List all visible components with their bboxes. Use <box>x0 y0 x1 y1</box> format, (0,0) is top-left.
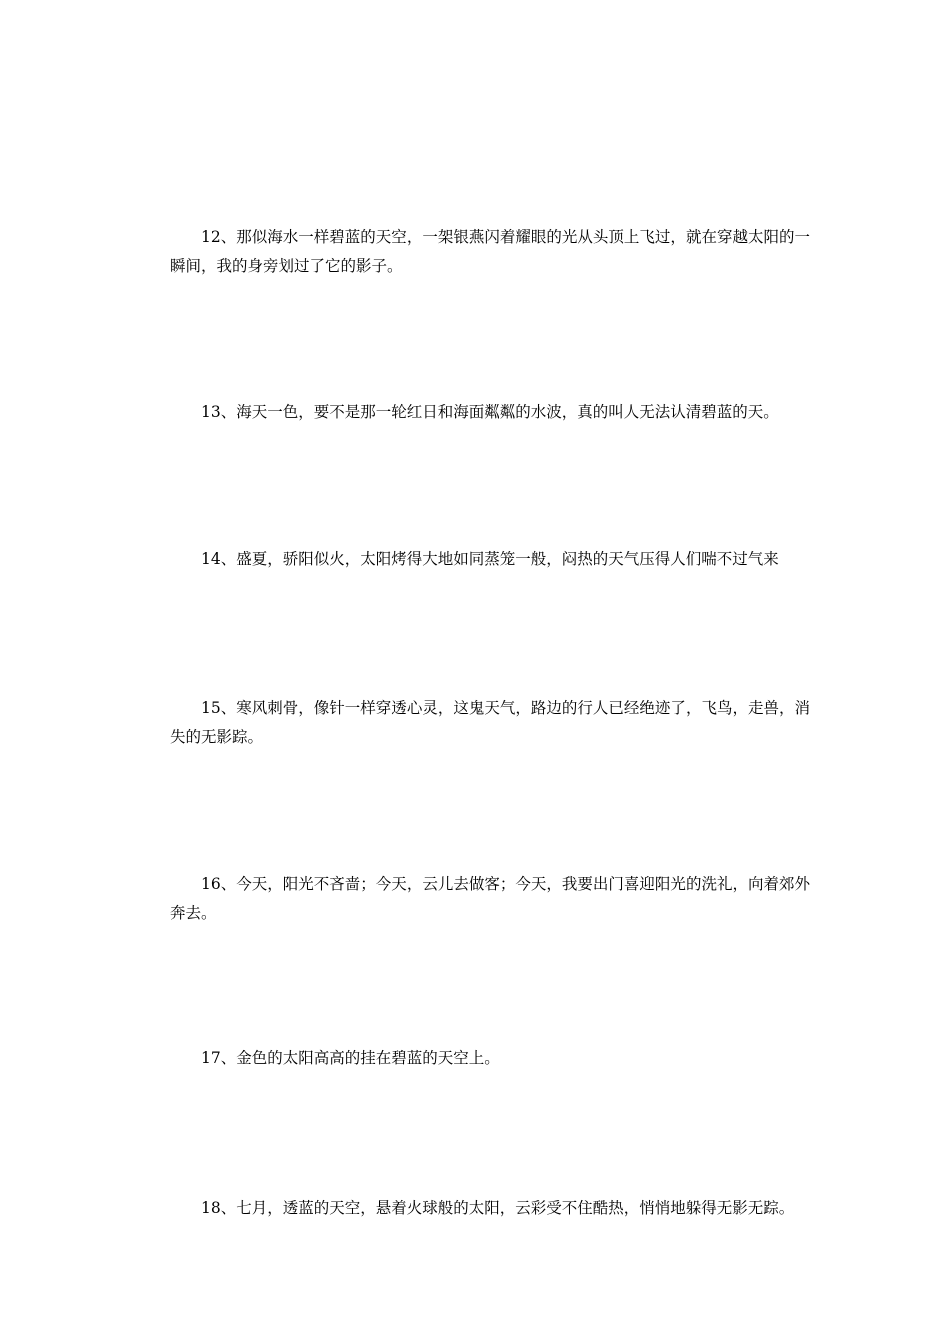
paragraph-13: 13、海天一色，要不是那一轮红日和海面粼粼的水波，真的叫人无法认清碧蓝的天。 <box>201 403 779 421</box>
paragraph-16: 16、今天，阳光不吝啬；今天，云儿去做客；今天，我要出门喜迎阳光的洗礼，向着郊外奔去。 <box>170 875 810 922</box>
paragraph-14: 14、盛夏，骄阳似火，太阳烤得大地如同蒸笼一般，闷热的天气压得人们喘不过气来 <box>201 550 779 568</box>
paragraph-15: 15、寒风刺骨，像针一样穿透心灵，这鬼天气，路边的行人已经绝迹了，飞鸟，走兽，消失的无影踪。 <box>170 699 810 746</box>
paragraph-17: 17、金色的太阳高高的挂在碧蓝的天空上。 <box>201 1049 500 1067</box>
paragraph-18: 18、七月，透蓝的天空，悬着火球般的太阳，云彩受不住酷热，悄悄地躲得无影无踪。 <box>201 1199 795 1217</box>
paragraph-12: 12、那似海水一样碧蓝的天空，一架银燕闪着耀眼的光从头顶上飞过，就在穿越太阳的一瞬间，我的身旁划过了它的影子。 <box>170 228 810 275</box>
